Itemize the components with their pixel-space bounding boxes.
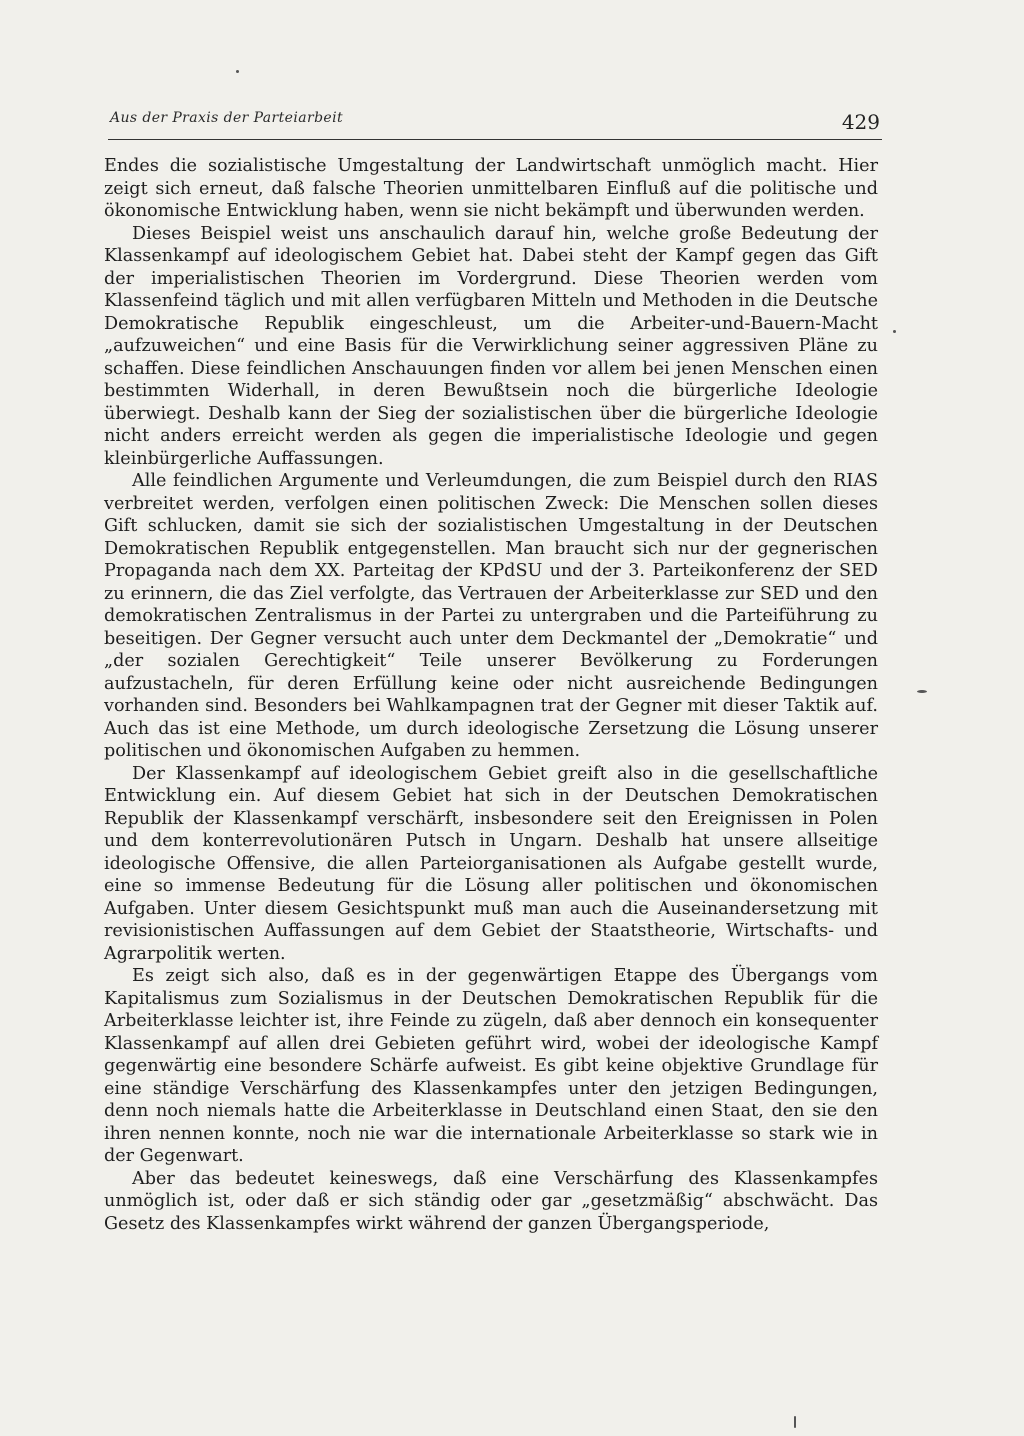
scan-speck (893, 330, 896, 333)
paragraph: Der Klassenkampf auf ideologischem Gebiet greift also in die gesellschaftliche Entwicklung ein. Auf diesem Gebiet hat sich in der Deutschen Demokratischen Republik der Klassenkampf verschärft, insbesondere seit den Ereignissen in Polen und dem konterrevolutionären Putsch in Ungarn. Deshalb hat unsere allseitige ideologische Offensive, die allen Parteiorganisationen als Aufgabe gestellt wurde, eine so immense Bedeutung für die Lösung aller politischen und ökonomischen Aufgaben. Unter diesem Gesichtspunkt muß man auch die Auseinandersetzung mit revisionistischen Auffassungen auf dem Gebiet der Staatstheorie, Wirtschafts- und Agrarpolitik werten. (104, 763, 878, 964)
page-number: 429 (841, 110, 880, 134)
paragraph: Dieses Beispiel weist uns anschaulich darauf hin, welche große Bedeutung der Klassenkampf auf ideologischem Gebiet hat. Dabei steht der Kampf gegen das Gift der imperialistischen Theorien im Vordergrund. Diese Theorien werden vom Klassenfeind täglich und mit allen verfügbaren Mitteln und Methoden in die Deutsche Demokratische Republik eingeschleust, um die Arbeiter-und-Bauern-Macht „aufzuweichen“ und eine Basis für die Verwirklichung seiner aggressiven Pläne zu schaffen. Diese feindlichen Anschauungen finden vor allem bei jenen Menschen einen bestimmten Widerhall, in deren Bewußtsein noch die bürgerliche Ideologie überwiegt. Deshalb kann der Sieg der sozialistischen über die bürgerliche Ideologie nicht anders erreicht werden als gegen die imperialistische Ideologie und gegen kleinbürgerliche Auffassungen. (104, 223, 878, 469)
scan-speck (917, 690, 927, 693)
paragraph: Aber das bedeutet keineswegs, daß eine Verschärfung des Klassenkampfes unmöglich ist, oder daß er sich ständig oder gar „gesetzmäßig“ abschwächt. Das Gesetz des Klassenkampfes wirkt während der ganzen Übergangsperiode, (104, 1168, 878, 1234)
page-header (108, 106, 882, 146)
header-rule (108, 139, 882, 140)
paragraph: Es zeigt sich also, daß es in der gegenwärtigen Etappe des Übergangs vom Kapitalismus zum Sozialismus in der Deutschen Demokratischen Republik für die Arbeiterklasse leichter ist, ihre Feinde zu zügeln, daß aber dennoch ein konsequenter Klassenkampf auf allen drei Gebieten geführt wird, wobei der ideologische Kampf gegenwärtig eine besondere Schärfe aufweist. Es gibt keine objektive Grundlage für eine ständige Verschärfung des Klassenkampfes unter den jetzigen Bedingungen, denn noch niemals hatte die Arbeiterklasse in Deutschland einen Staat, den sie den ihren nennen konnte, noch nie war die internationale Arbeiterklasse so stark wie in der Gegenwart. (104, 966, 878, 1166)
body-text (104, 155, 878, 1235)
paragraph: Endes die sozialistische Umgestaltung der Landwirtschaft unmöglich macht. Hier zeigt sich erneut, daß falsche Theorien unmittelbaren Einfluß auf die politische und ökonomische Entwicklung haben, wenn sie nicht bekämpft und überwunden werden. (104, 156, 878, 221)
scan-speck (794, 1416, 796, 1428)
running-title: Aus der Praxis der Parteiarbeit (110, 110, 344, 126)
scan-speck (236, 70, 239, 73)
paragraph: Alle feindlichen Argumente und Verleumdungen, die zum Beispiel durch den RIAS verbreitet werden, verfolgen einen politischen Zweck: Die Menschen sollen dieses Gift schlucken, damit sie sich der sozialistischen Umgestaltung in der Deutschen Demokratischen Republik entgegenstellen. Man braucht sich nur der gegnerischen Propaganda nach dem XX. Parteitag der KPdSU und der 3. Parteikonferenz der SED zu erinnern, die das Ziel verfolgte, das Vertrauen der Arbeiterklasse zur SED und den demokratischen Zentralismus in der Partei zu untergraben und die Parteiführung zu beseitigen. Der Gegner versucht auch unter dem Deckmantel der „Demokratie“ und „der sozialen Gerechtigkeit“ Teile unserer Bevölkerung zu Forderungen aufzustacheln, für deren Erfüllung keine oder nicht ausreichende Bedingungen vorhanden sind. Besonders bei Wahlkampagnen trat der Gegner mit dieser Taktik auf. Auch das ist eine Methode, um durch ideologische Zersetzung die Lösung unserer politischen und ökonomischen Aufgaben zu hemmen. (104, 471, 878, 761)
